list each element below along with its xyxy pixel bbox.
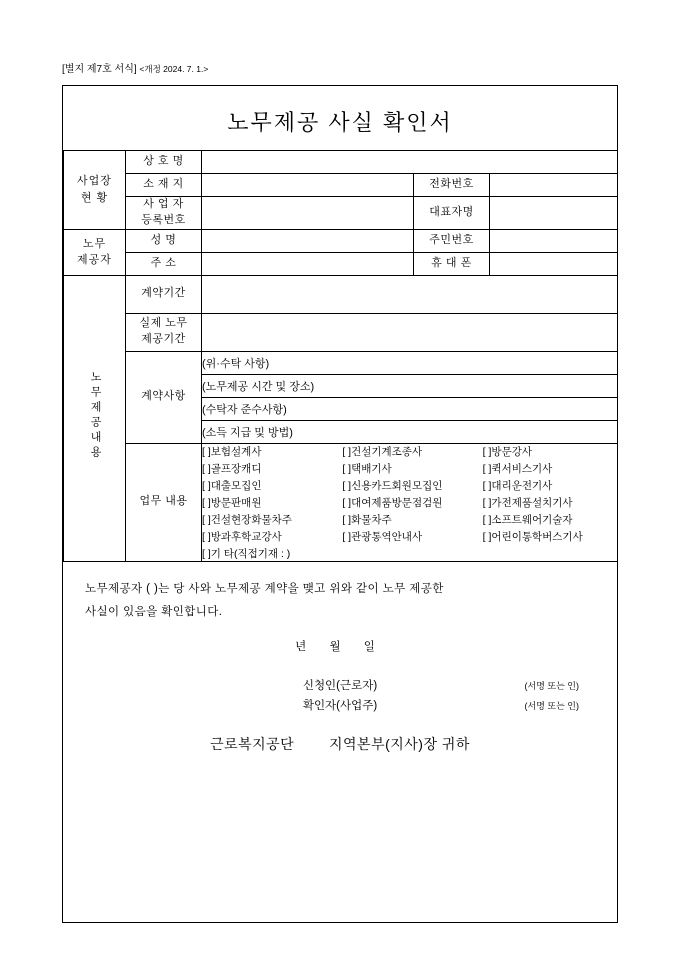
duty-grid xyxy=(202,444,617,544)
field-label-phone: 전화번호 xyxy=(414,174,490,197)
contract-item-compliance[interactable] xyxy=(202,397,618,420)
contract-item-payment[interactable] xyxy=(202,420,618,443)
signature-confirmer-label: 확인자(사업주) xyxy=(302,700,378,712)
footer-organization: 근로복지공단 xyxy=(210,735,295,752)
field-label-address: 소 재 지 xyxy=(126,174,202,197)
field-label-business-reg-no-line1: 사 업 자 xyxy=(143,198,184,210)
field-value-business-name[interactable] xyxy=(202,151,618,174)
field-value-representative[interactable] xyxy=(490,197,618,230)
field-label-duty-content: 업무 내용 xyxy=(126,443,202,561)
contract-item-entrustment[interactable] xyxy=(202,351,618,374)
duty-option[interactable]: [ ]골프장캐디 xyxy=(202,462,262,475)
duty-checkbox-group xyxy=(202,443,618,561)
statement-line-2: 사실이 있음을 확인합니다. xyxy=(85,605,223,618)
table-row xyxy=(64,275,618,313)
field-value-phone[interactable] xyxy=(490,174,618,197)
row-label-workplace xyxy=(64,151,126,230)
field-value-provider-name[interactable] xyxy=(202,229,414,252)
table-row xyxy=(64,443,618,561)
duty-option[interactable]: [ ]방과후학교강사 xyxy=(202,530,282,543)
date-line[interactable]: 년 월 일 xyxy=(295,640,385,653)
form-table xyxy=(63,150,618,562)
field-label-resident-no: 주민번호 xyxy=(414,229,490,252)
statement-line-1: 노무제공자 ( )는 당 사와 노무제공 계약을 맺고 위와 같이 노무 제공한 xyxy=(85,582,444,595)
duty-option[interactable]: [ ]가전제품설치기사 xyxy=(482,496,573,509)
duty-option[interactable]: [ ]관광통역안내사 xyxy=(342,530,423,543)
duty-option[interactable]: [ ]어린이통학버스기사 xyxy=(482,530,583,543)
duty-option[interactable]: [ ]퀵서비스기사 xyxy=(482,462,553,475)
field-value-provider-address[interactable] xyxy=(202,252,414,275)
duty-option[interactable]: [ ]건설현장화물차주 xyxy=(202,513,292,526)
table-row xyxy=(64,197,618,230)
duty-option[interactable]: [ ]택배기사 xyxy=(342,462,392,475)
duty-option[interactable]: [ ]방문판매원 xyxy=(202,496,262,509)
table-row xyxy=(64,151,618,174)
field-value-actual-period[interactable] xyxy=(202,313,618,351)
duty-option[interactable]: [ ]대출모집인 xyxy=(202,479,262,492)
table-row xyxy=(64,252,618,275)
duty-option[interactable]: [ ]화물차주 xyxy=(342,513,392,526)
field-label-provider-address: 주 소 xyxy=(126,252,202,275)
field-value-contract-period[interactable] xyxy=(202,275,618,313)
contract-item-entrustment-label: (위·수탁 사항) xyxy=(202,357,270,370)
confirmation-statement xyxy=(63,562,617,624)
field-value-business-reg-no[interactable] xyxy=(202,197,414,230)
field-value-address[interactable] xyxy=(202,174,414,197)
duty-option[interactable]: [ ]보험설계사 xyxy=(202,445,262,458)
field-label-business-reg-no xyxy=(126,197,202,230)
row-label-content xyxy=(64,275,126,561)
field-value-resident-no[interactable] xyxy=(490,229,618,252)
field-label-business-name: 상 호 명 xyxy=(126,151,202,174)
form-note xyxy=(62,60,208,75)
field-label-representative: 대표자명 xyxy=(414,197,490,230)
table-row xyxy=(64,313,618,351)
form-sheet xyxy=(62,85,618,923)
contract-item-payment-label: (소득 지급 및 방법) xyxy=(202,426,293,439)
field-label-actual-period-line1: 실제 노무 xyxy=(139,317,188,330)
duty-option[interactable]: [ ]대리운전기사 xyxy=(482,479,553,492)
row-label-workplace-line1: 사업장 xyxy=(77,175,112,188)
row-label-content-text: 노무제공내용 xyxy=(89,370,102,461)
page-title: 노무제공 사실 확인서 xyxy=(227,110,453,135)
field-label-contract-period: 계약기간 xyxy=(126,275,202,313)
duty-option[interactable]: [ ]방문강사 xyxy=(482,445,532,458)
duty-option[interactable]: [ ]신용카드회원모집인 xyxy=(342,479,443,492)
table-row xyxy=(64,351,618,374)
duty-option[interactable]: [ ]건설기계조종사 xyxy=(342,445,423,458)
contract-item-time-place[interactable] xyxy=(202,374,618,397)
row-label-provider-line2: 제공자 xyxy=(77,254,112,267)
seal-note-applicant: (서명 또는 인) xyxy=(524,680,579,691)
seal-note-confirmer: (서명 또는 인) xyxy=(524,701,579,712)
field-label-contract-matters: 계약사항 xyxy=(126,351,202,443)
field-label-provider-name: 성 명 xyxy=(126,229,202,252)
field-label-actual-period-line2: 제공기간 xyxy=(141,333,186,346)
duty-option[interactable]: [ ]대여제품방문점검원 xyxy=(342,496,443,509)
duty-option-other[interactable]: [ ]기 타(직접기재 : ) xyxy=(202,547,291,560)
contract-item-time-place-label: (노무제공 시간 및 장소) xyxy=(202,380,315,393)
field-label-mobile: 휴 대 폰 xyxy=(414,252,490,275)
field-value-mobile[interactable] xyxy=(490,252,618,275)
duty-option[interactable]: [ ]소프트웨어기술자 xyxy=(482,513,573,526)
signature-block xyxy=(63,676,617,720)
table-row xyxy=(64,229,618,252)
table-row xyxy=(64,174,618,197)
field-label-business-reg-no-line2: 등록번호 xyxy=(141,213,186,226)
row-label-workplace-line2: 현 황 xyxy=(80,191,109,204)
footer-branch: 지역본부(지사)장 귀하 xyxy=(329,735,470,752)
seal-notes xyxy=(525,676,579,717)
field-label-actual-period xyxy=(126,313,202,351)
row-label-provider xyxy=(64,229,126,275)
signature-applicant-label: 신청인(근로자) xyxy=(302,679,378,692)
contract-item-compliance-label: (수탁자 준수사항) xyxy=(202,403,287,416)
footer-recipient xyxy=(63,734,617,754)
form-note-label: [별지 제7호 서식] xyxy=(62,64,137,75)
row-label-provider-line1: 노무 xyxy=(82,237,107,250)
form-note-revision: <개정 2024. 7. 1.> xyxy=(139,64,209,74)
